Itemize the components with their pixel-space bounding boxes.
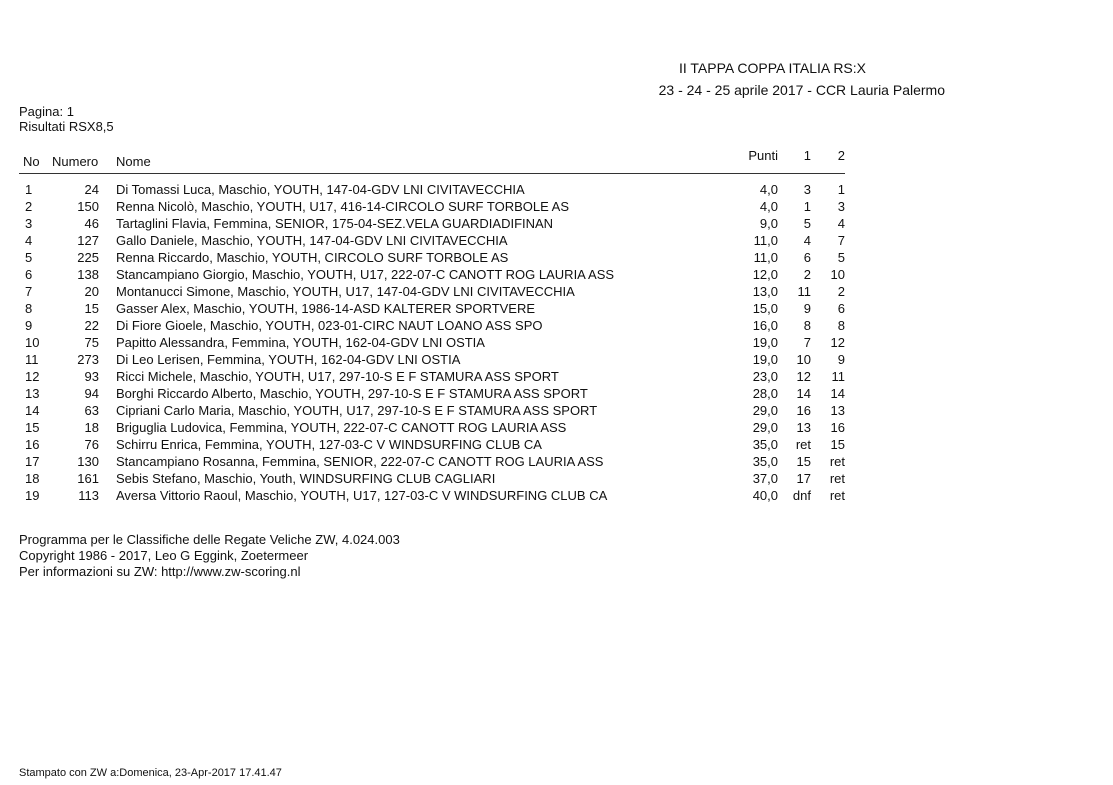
row-name: Stancampiano Rosanna, Femmina, SENIOR, 222-07-C CANOTT ROG LAURIA ASS bbox=[116, 454, 604, 469]
row-race1: 10 bbox=[796, 352, 811, 367]
row-no: 13 bbox=[25, 386, 40, 401]
footer-info: Per informazioni su ZW: http://www.zw-scoring.nl bbox=[19, 564, 301, 579]
row-name: Di Leo Lerisen, Femmina, YOUTH, 162-04-GDV LNI OSTIA bbox=[116, 352, 461, 367]
row-number: 127 bbox=[77, 233, 99, 248]
row-number: 46 bbox=[84, 216, 99, 231]
row-name: Papitto Alessandra, Femmina, YOUTH, 162-04-GDV LNI OSTIA bbox=[116, 335, 485, 350]
row-points: 19,0 bbox=[752, 352, 778, 367]
row-points: 37,0 bbox=[752, 471, 778, 486]
row-race1: 4 bbox=[803, 233, 811, 248]
row-race1: 9 bbox=[803, 301, 811, 316]
row-name: Borghi Riccardo Alberto, Maschio, YOUTH, 297-10-S E F STAMURA ASS SPORT bbox=[116, 386, 588, 401]
row-number: 75 bbox=[84, 335, 99, 350]
row-number: 113 bbox=[78, 488, 99, 503]
row-no: 3 bbox=[25, 216, 33, 231]
table-row bbox=[0, 300, 1113, 317]
footer-copyright: Copyright 1986 - 2017, Leo G Eggink, Zoetermeer bbox=[19, 548, 309, 563]
row-name: Renna Riccardo, Maschio, YOUTH, CIRCOLO SURF TORBOLE AS bbox=[116, 250, 509, 265]
footer-program: Programma per le Classifiche delle Regate Veliche ZW, 4.024.003 bbox=[19, 532, 400, 547]
table-row bbox=[0, 334, 1113, 351]
table-row bbox=[0, 232, 1113, 249]
row-no: 6 bbox=[25, 267, 33, 282]
row-race2: 1 bbox=[837, 182, 845, 197]
row-no: 1 bbox=[25, 182, 33, 197]
row-number: 76 bbox=[84, 437, 99, 452]
col-name: Nome bbox=[116, 154, 151, 169]
row-no: 5 bbox=[25, 250, 33, 265]
row-number: 24 bbox=[84, 182, 99, 197]
row-name: Di Fiore Gioele, Maschio, YOUTH, 023-01-CIRC NAUT LOANO ASS SPO bbox=[116, 318, 543, 333]
row-points: 29,0 bbox=[752, 403, 778, 418]
table-row bbox=[0, 198, 1113, 215]
row-race2: 6 bbox=[837, 301, 845, 316]
row-race1: 6 bbox=[803, 250, 811, 265]
page-number: Pagina: 1 bbox=[19, 104, 74, 119]
row-points: 11,0 bbox=[753, 250, 778, 265]
row-race1: 17 bbox=[796, 471, 811, 486]
row-race2: 14 bbox=[830, 386, 845, 401]
table-row bbox=[0, 487, 1113, 504]
row-race1: 11 bbox=[797, 284, 811, 299]
table-row bbox=[0, 453, 1113, 470]
table-row bbox=[0, 351, 1113, 368]
row-no: 2 bbox=[25, 199, 33, 214]
row-no: 16 bbox=[25, 437, 40, 452]
footer bbox=[19, 532, 400, 580]
col-points: Punti bbox=[748, 148, 778, 163]
row-name: Stancampiano Giorgio, Maschio, YOUTH, U17, 222-07-C CANOTT ROG LAURIA ASS bbox=[116, 267, 615, 282]
col-race2: 2 bbox=[837, 148, 845, 163]
row-race2: 10 bbox=[830, 267, 845, 282]
row-number: 161 bbox=[77, 471, 99, 486]
row-race2: 7 bbox=[837, 233, 845, 248]
row-name: Di Tomassi Luca, Maschio, YOUTH, 147-04-GDV LNI CIVITAVECCHIA bbox=[116, 182, 525, 197]
row-number: 94 bbox=[84, 386, 99, 401]
row-points: 12,0 bbox=[752, 267, 778, 282]
row-race1: 16 bbox=[796, 403, 811, 418]
col-number: Numero bbox=[52, 154, 99, 169]
row-number: 225 bbox=[77, 250, 99, 265]
table-row bbox=[0, 266, 1113, 283]
table-row bbox=[0, 436, 1113, 453]
row-race2: 11 bbox=[831, 369, 845, 384]
row-race2: ret bbox=[829, 471, 845, 486]
row-race1: 3 bbox=[803, 182, 811, 197]
row-race2: ret bbox=[829, 488, 845, 503]
row-race1: 2 bbox=[803, 267, 811, 282]
row-no: 17 bbox=[25, 454, 40, 469]
col-race1: 1 bbox=[803, 148, 811, 163]
row-race1: 7 bbox=[803, 335, 811, 350]
table-row bbox=[0, 470, 1113, 487]
row-race1: 1 bbox=[803, 199, 811, 214]
event-title: II TAPPA COPPA ITALIA RS:X bbox=[679, 60, 866, 76]
row-no: 4 bbox=[25, 233, 33, 248]
row-race2: 16 bbox=[830, 420, 845, 435]
row-race2: 3 bbox=[837, 199, 845, 214]
row-name: Montanucci Simone, Maschio, YOUTH, U17, 147-04-GDV LNI CIVITAVECCHIA bbox=[116, 284, 575, 299]
row-name: Cipriani Carlo Maria, Maschio, YOUTH, U17, 297-10-S E F STAMURA ASS SPORT bbox=[116, 403, 598, 418]
row-points: 29,0 bbox=[752, 420, 778, 435]
row-no: 10 bbox=[25, 335, 40, 350]
page-info bbox=[19, 104, 114, 134]
row-points: 13,0 bbox=[752, 284, 778, 299]
table-row bbox=[0, 215, 1113, 232]
row-name: Schirru Enrica, Femmina, YOUTH, 127-03-C V WINDSURFING CLUB CA bbox=[116, 437, 542, 452]
row-points: 15,0 bbox=[752, 301, 778, 316]
row-points: 19,0 bbox=[752, 335, 778, 350]
table-row bbox=[0, 181, 1113, 198]
row-points: 40,0 bbox=[752, 488, 778, 503]
row-race1: dnf bbox=[792, 488, 811, 503]
table-row bbox=[0, 419, 1113, 436]
header-divider bbox=[19, 173, 845, 174]
col-no: No bbox=[23, 154, 40, 169]
row-no: 18 bbox=[25, 471, 40, 486]
table-row bbox=[0, 402, 1113, 419]
row-race1: 5 bbox=[803, 216, 811, 231]
row-name: Aversa Vittorio Raoul, Maschio, YOUTH, U17, 127-03-C V WINDSURFING CLUB CA bbox=[116, 488, 608, 503]
results-label: Risultati RSX8,5 bbox=[19, 119, 114, 134]
row-points: 23,0 bbox=[752, 369, 778, 384]
row-race1: ret bbox=[795, 437, 811, 452]
row-race2: 13 bbox=[830, 403, 845, 418]
row-number: 20 bbox=[84, 284, 99, 299]
row-number: 150 bbox=[77, 199, 99, 214]
row-points: 28,0 bbox=[752, 386, 778, 401]
row-name: Gallo Daniele, Maschio, YOUTH, 147-04-GDV LNI CIVITAVECCHIA bbox=[116, 233, 508, 248]
row-race1: 14 bbox=[796, 386, 811, 401]
row-number: 273 bbox=[77, 352, 99, 367]
row-race2: ret bbox=[829, 454, 845, 469]
row-race1: 15 bbox=[796, 454, 811, 469]
table-row bbox=[0, 283, 1113, 300]
row-race2: 9 bbox=[837, 352, 845, 367]
row-number: 138 bbox=[77, 267, 99, 282]
row-points: 11,0 bbox=[753, 233, 778, 248]
row-race1: 12 bbox=[796, 369, 811, 384]
row-points: 4,0 bbox=[759, 199, 778, 214]
table-row bbox=[0, 317, 1113, 334]
row-name: Gasser Alex, Maschio, YOUTH, 1986-14-ASD KALTERER SPORTVERE bbox=[116, 301, 536, 316]
row-points: 4,0 bbox=[759, 182, 778, 197]
row-points: 16,0 bbox=[752, 318, 778, 333]
row-no: 7 bbox=[25, 284, 33, 299]
row-no: 15 bbox=[25, 420, 40, 435]
printed-stamp: Stampato con ZW a:Domenica, 23-Apr-2017 17.41.47 bbox=[19, 767, 282, 779]
row-name: Briguglia Ludovica, Femmina, YOUTH, 222-07-C CANOTT ROG LAURIA ASS bbox=[116, 420, 567, 435]
table-row bbox=[0, 368, 1113, 385]
row-number: 93 bbox=[84, 369, 99, 384]
row-name: Renna Nicolò, Maschio, YOUTH, U17, 416-14-CIRCOLO SURF TORBOLE AS bbox=[116, 199, 570, 214]
row-name: Tartaglini Flavia, Femmina, SENIOR, 175-04-SEZ.VELA GUARDIADIFINAN bbox=[116, 216, 554, 231]
row-no: 9 bbox=[25, 318, 33, 333]
row-no: 8 bbox=[25, 301, 33, 316]
row-number: 18 bbox=[84, 420, 99, 435]
row-name: Ricci Michele, Maschio, YOUTH, U17, 297-10-S E F STAMURA ASS SPORT bbox=[116, 369, 559, 384]
row-points: 35,0 bbox=[752, 454, 778, 469]
table-row bbox=[0, 249, 1113, 266]
row-number: 130 bbox=[77, 454, 99, 469]
row-race2: 15 bbox=[830, 437, 845, 452]
row-race2: 4 bbox=[837, 216, 845, 231]
row-number: 15 bbox=[84, 301, 99, 316]
row-race1: 13 bbox=[796, 420, 811, 435]
row-points: 9,0 bbox=[759, 216, 778, 231]
row-number: 22 bbox=[84, 318, 99, 333]
row-race1: 8 bbox=[803, 318, 811, 333]
row-race2: 2 bbox=[837, 284, 845, 299]
row-number: 63 bbox=[84, 403, 99, 418]
row-race2: 5 bbox=[837, 250, 845, 265]
row-no: 11 bbox=[25, 352, 39, 367]
row-no: 19 bbox=[25, 488, 40, 503]
row-no: 12 bbox=[25, 369, 40, 384]
table-header bbox=[0, 148, 1113, 169]
row-race2: 8 bbox=[837, 318, 845, 333]
event-subtitle: 23 - 24 - 25 aprile 2017 - CCR Lauria Palermo bbox=[658, 82, 945, 98]
table-row bbox=[0, 385, 1113, 402]
row-name: Sebis Stefano, Maschio, Youth, WINDSURFING CLUB CAGLIARI bbox=[116, 471, 496, 486]
row-race2: 12 bbox=[830, 335, 845, 350]
row-no: 14 bbox=[25, 403, 40, 418]
row-points: 35,0 bbox=[752, 437, 778, 452]
